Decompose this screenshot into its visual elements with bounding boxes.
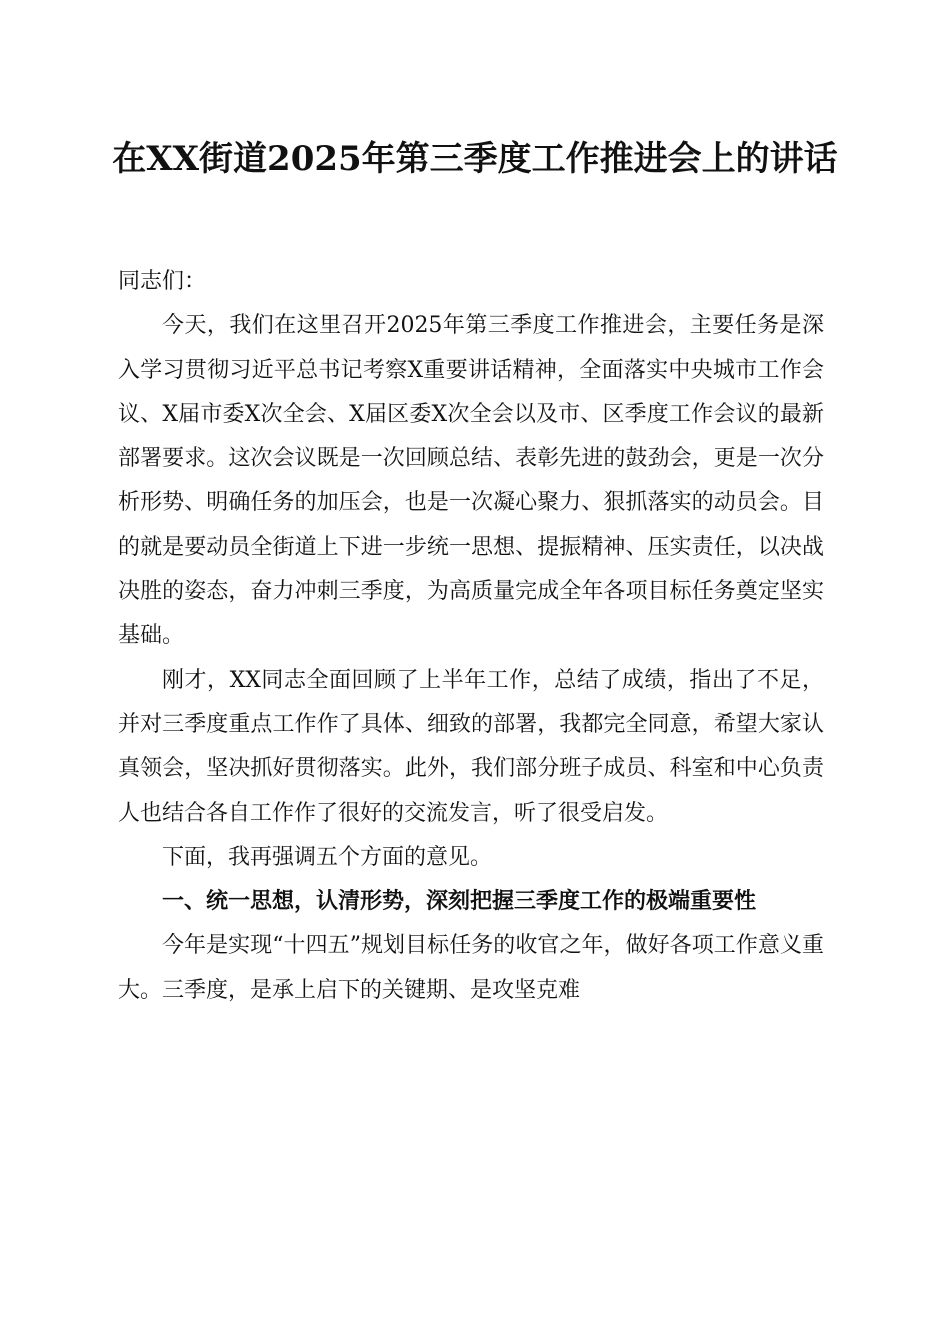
salutation: 同志们： [118,269,207,294]
section-heading-1: 一、统一思想，认清形势，深刻把握三季度工作的极端重要性 [162,889,757,915]
paragraph-opening: 今天，我们在这里召开2025年第三季度工作推进会，主要任务是深入学习贯彻习近平总书记考察X重要讲话精神，全面落实中央城市工作会议、X届市委X次全会、X届区委X次全会以及市、区季度工作会议的最新部署要求。这次会议既是一次回顾总结、表彰先进的鼓劲会，更是一次分析形势、明确任务的加压会，也是一次凝心聚力、狠抓落实的动员会。目的就是要动员全街道上下进一步统一思想、提振精神、压实责任，以决战决胜的姿态，奋力冲刺三季度，为高质量完成全年各项目标任务奠定坚实基础。 [118,313,824,649]
paragraph-section-1: 今年是实现“十四五”规划目标任务的收官之年，做好各项工作意义重大。三季度，是承上启下的关键期、是攻坚克难 [118,933,824,1003]
document-title: 在XX街道2025年第三季度工作推进会上的讲话 [112,139,838,179]
paragraph-transition: 下面，我再强调五个方面的意见。 [162,844,493,870]
document-body [118,260,824,1013]
paragraph-review: 刚才，XX同志全面回顾了上半年工作，总结了成绩，指出了不足，并对三季度重点工作作了具体、细致的部署，我都完全同意，希望大家认真领会，坚决抓好贯彻落实。此外，我们部分班子成员、科室和中心负责人也结合各自工作作了很好的交流发言，听了很受启发。 [118,667,824,826]
